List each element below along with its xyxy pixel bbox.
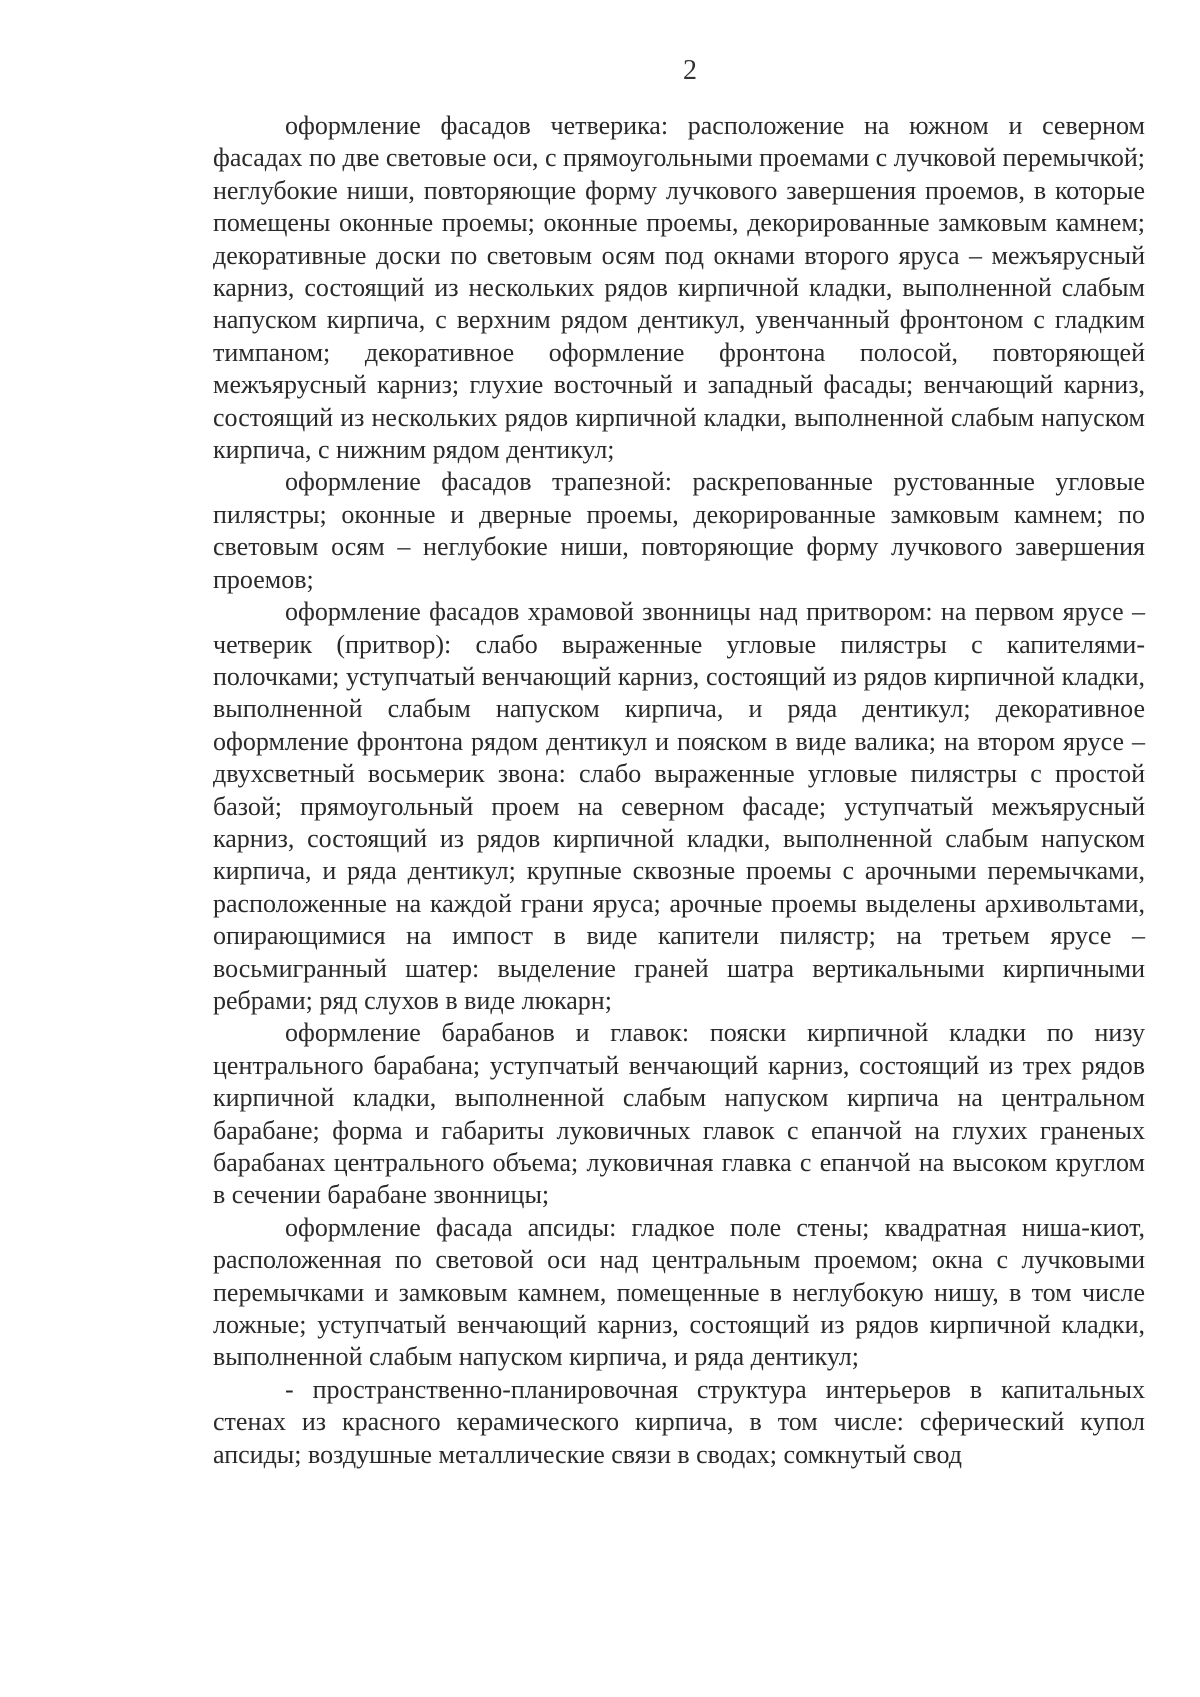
paragraph-drums-and-domes: оформление барабанов и главок: пояски кирпичной кладки по низу центрального барабана; уступчатый венчающий карниз, состоящий из трех рядов кирпичной кладки, выполненной слабым напуском кирпича на центральном барабане; форма и габариты луковичных главок с епанчой на глухих граненых барабанах центрального объема; луковичная главка с епанчой на высоком круглом в сечении барабане звонницы; [213, 1018, 1145, 1210]
page-number: 2 [683, 55, 697, 86]
document-body [213, 110, 1145, 1471]
paragraph-interior-structure: - пространственно-планировочная структура интерьеров в капитальных стенах из красного керамического кирпича, в том числе: сферический купол апсиды; воздушные металлические связи в сводах; сомкнутый свод [213, 1374, 1145, 1469]
paragraph-chetverik-facades: оформление фасадов четверика: расположение на южном и северном фасадах по две световые оси, с прямоугольными проемами с лучковой перемычкой; неглубокие ниши, повторяющие форму лучкового завершения проемов, в которые помещены оконные проемы; оконные проемы, декорированные замковым камнем; декоративные доски по световым осям под окнами второго яруса – межъярусный карниз, состоящий из нескольких рядов кирпичной кладки, выполненной слабым напуском кирпича, с верхним рядом дентикул, увенчанный фронтоном с гладким тимпаном; декоративное оформление фронтона полосой, повторяющей межъярусный карниз; глухие восточный и западный фасады; венчающий карниз, состоящий из нескольких рядов кирпичной кладки, выполненной слабым напуском кирпича, с нижним рядом дентикул; [213, 111, 1145, 465]
paragraph-apse-facade: оформление фасада апсиды: гладкое поле стены; квадратная ниша-киот, расположенная по световой оси над центральным проемом; окна с лучковыми перемычками и замковым камнем, помещенные в неглубокую нишу, в том числе ложные; уступчатый венчающий карниз, состоящий из рядов кирпичной кладки, выполненной слабым напуском кирпича, и ряда дентикул; [213, 1212, 1145, 1372]
paragraph-trapeznaya-facades: оформление фасадов трапезной: раскрепованные рустованные угловые пилястры; оконные и дверные проемы, декорированные замковым камнем; по световым осям – неглубокие ниши, повторяющие форму лучкового завершения проемов; [213, 467, 1145, 594]
paragraph-belfry-facades: оформление фасадов храмовой звонницы над притвором: на первом ярусе – четверик (притвор): слабо выраженные угловые пилястры с капителями-полочками; уступчатый венчающий карниз, состоящий из рядов кирпичной кладки, выполненной слабым напуском кирпича, и ряда дентикул; декоративное оформление фронтона рядом дентикул и пояском в виде валика; на втором ярусе – двухсветный восьмерик звона: слабо выраженные угловые пилястры с простой базой; прямоугольный проем на северном фасаде; уступчатый межъярусный карниз, состоящий из рядов кирпичной кладки, выполненной слабым напуском кирпича, и ряда дентикул; крупные сквозные проемы с арочными перемычками, расположенные на каждой грани яруса; арочные проемы выделены архивольтами, опирающимися на импост в виде капители пилястр; на третьем ярусе – восьмигранный шатер: выделение граней шатра вертикальными кирпичными ребрами; ряд слухов в виде люкарн; [213, 597, 1145, 1015]
